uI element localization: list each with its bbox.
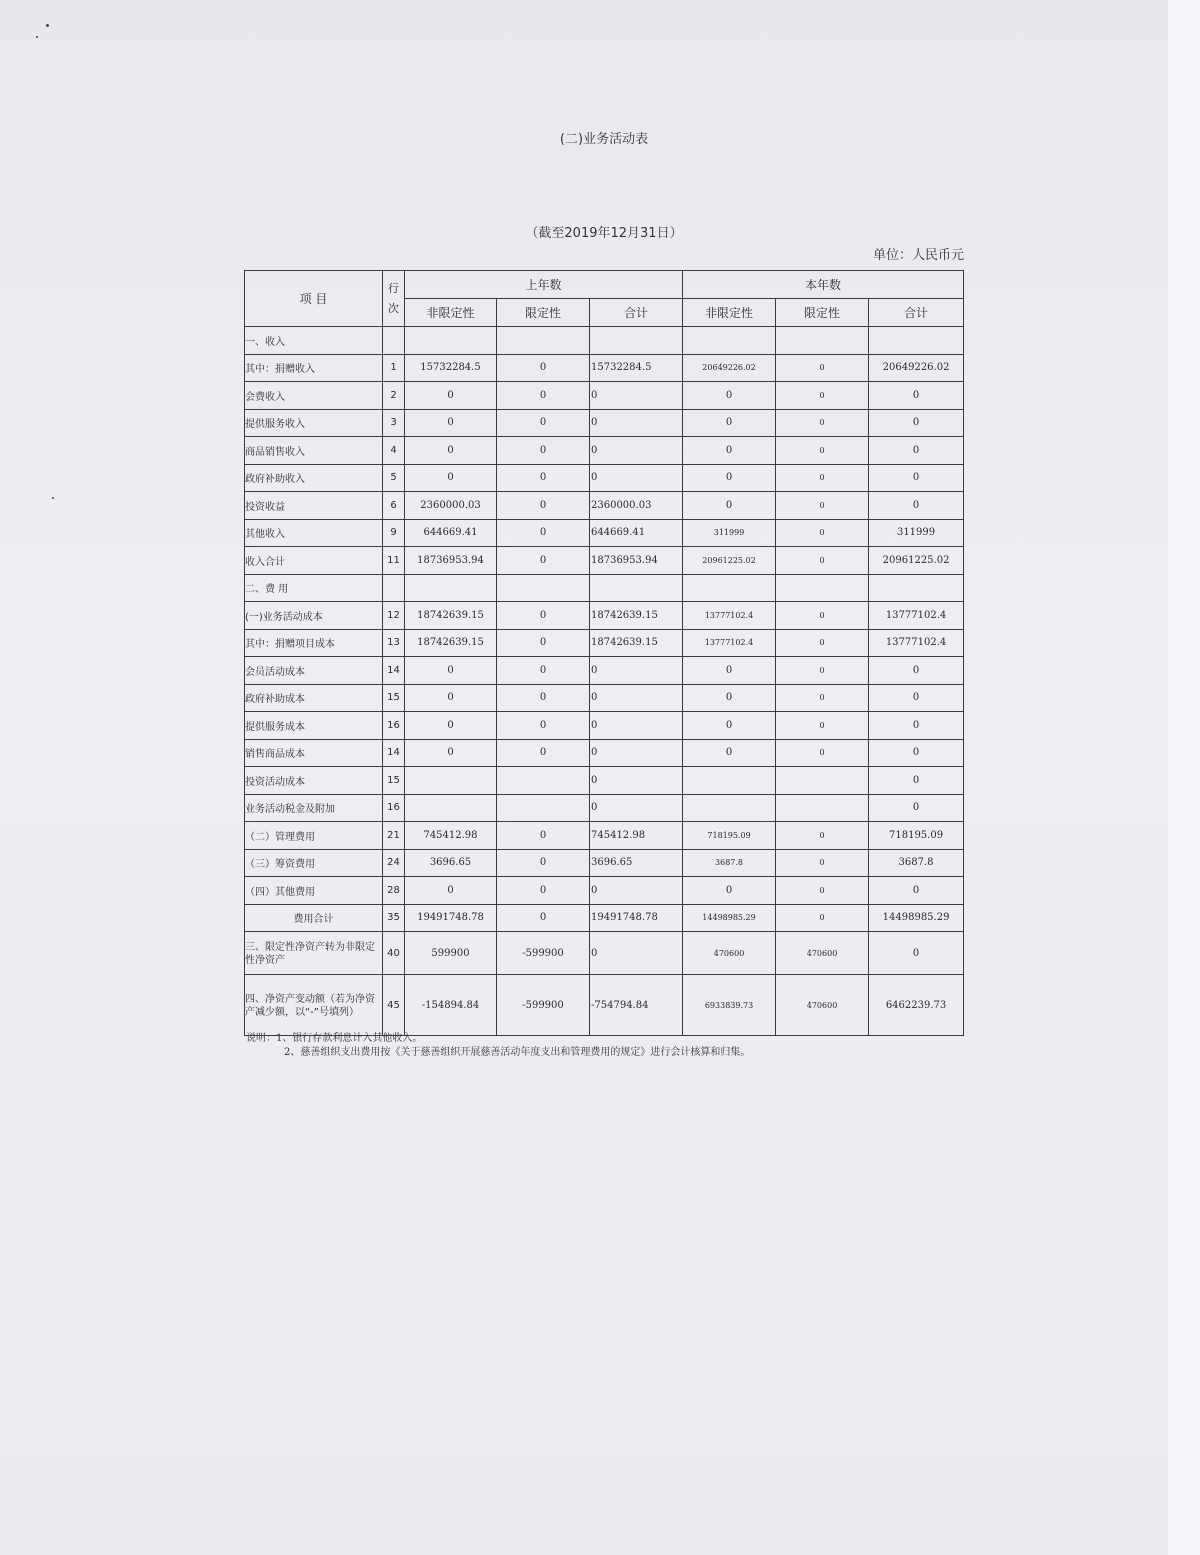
curr-total-cell: 0 <box>869 464 964 492</box>
prev-restricted-cell: -599900 <box>497 975 590 1036</box>
prev-total-cell: -754794.84 <box>590 975 683 1036</box>
prev-total-cell: 0 <box>590 932 683 975</box>
prev-unrestricted-cell: 15732284.5 <box>405 354 497 382</box>
row-line-number: 15 <box>383 767 405 795</box>
curr-total-cell: 6462239.73 <box>869 975 964 1036</box>
row-label: 一、收入 <box>245 327 383 355</box>
prev-unrestricted-cell: 18742639.15 <box>405 602 497 630</box>
curr-restricted-cell: 0 <box>776 849 869 877</box>
curr-total-cell: 0 <box>869 794 964 822</box>
table-row <box>245 932 964 975</box>
row-line-number: 40 <box>383 932 405 975</box>
curr-restricted-cell: 0 <box>776 519 869 547</box>
curr-restricted-cell: 0 <box>776 437 869 465</box>
row-line-number: 12 <box>383 602 405 630</box>
prev-restricted-cell: 0 <box>497 822 590 850</box>
curr-total-cell: 20961225.02 <box>869 547 964 575</box>
curr-unrestricted-cell <box>683 767 776 795</box>
prev-restricted-cell <box>497 794 590 822</box>
prev-unrestricted-cell: 0 <box>405 382 497 410</box>
table-row <box>245 327 964 355</box>
row-line-number: 2 <box>383 382 405 410</box>
table-row <box>245 629 964 657</box>
prev-total-cell: 18742639.15 <box>590 629 683 657</box>
table-body <box>245 327 964 1036</box>
prev-total-cell: 644669.41 <box>590 519 683 547</box>
curr-total-cell: 13777102.4 <box>869 629 964 657</box>
prev-restricted-cell: 0 <box>497 492 590 520</box>
table-row <box>245 602 964 630</box>
prev-total-cell: 0 <box>590 464 683 492</box>
curr-total-cell: 0 <box>869 877 964 905</box>
curr-restricted-cell: 0 <box>776 629 869 657</box>
row-line-number <box>383 574 405 602</box>
curr-total-cell: 0 <box>869 492 964 520</box>
table-row <box>245 712 964 740</box>
table-row <box>245 574 964 602</box>
row-label: 收入合计 <box>245 547 383 575</box>
prev-total-cell: 0 <box>590 409 683 437</box>
header-prev-unrestricted: 非限定性 <box>405 299 497 327</box>
curr-restricted-cell <box>776 574 869 602</box>
prev-restricted-cell <box>497 327 590 355</box>
paper-speck <box>46 24 49 27</box>
prev-total-cell: 0 <box>590 767 683 795</box>
row-line-number: 6 <box>383 492 405 520</box>
curr-total-cell: 14498985.29 <box>869 904 964 932</box>
prev-restricted-cell: 0 <box>497 382 590 410</box>
prev-total-cell: 19491748.78 <box>590 904 683 932</box>
curr-total-cell: 0 <box>869 657 964 685</box>
curr-total-cell: 13777102.4 <box>869 602 964 630</box>
row-line-number: 1 <box>383 354 405 382</box>
prev-restricted-cell: 0 <box>497 849 590 877</box>
row-line-number: 16 <box>383 794 405 822</box>
prev-unrestricted-cell: 19491748.78 <box>405 904 497 932</box>
prev-restricted-cell: 0 <box>497 629 590 657</box>
table-row <box>245 464 964 492</box>
curr-total-cell: 0 <box>869 382 964 410</box>
table-row <box>245 684 964 712</box>
prev-total-cell <box>590 574 683 602</box>
prev-total-cell: 18742639.15 <box>590 602 683 630</box>
curr-unrestricted-cell <box>683 794 776 822</box>
table-row <box>245 975 964 1036</box>
header-prev-year: 上年数 <box>405 271 683 299</box>
prev-total-cell: 3696.65 <box>590 849 683 877</box>
row-line-number: 5 <box>383 464 405 492</box>
curr-total-cell: 0 <box>869 712 964 740</box>
document-title: (二)业务活动表 <box>559 132 649 147</box>
curr-restricted-cell: 470600 <box>776 932 869 975</box>
curr-restricted-cell <box>776 327 869 355</box>
row-label: （二）管理费用 <box>245 822 383 850</box>
table-row <box>245 437 964 465</box>
prev-total-cell: 0 <box>590 657 683 685</box>
notes <box>246 1032 1006 1060</box>
prev-unrestricted-cell <box>405 794 497 822</box>
curr-unrestricted-cell: 3687.8 <box>683 849 776 877</box>
curr-restricted-cell: 0 <box>776 382 869 410</box>
note-1: 说明：1、银行存款利息计入其他收入。 <box>246 1033 423 1044</box>
curr-unrestricted-cell: 0 <box>683 382 776 410</box>
row-line-number: 14 <box>383 657 405 685</box>
row-line-number <box>383 327 405 355</box>
curr-restricted-cell: 0 <box>776 409 869 437</box>
row-label: 其他收入 <box>245 519 383 547</box>
table-row <box>245 767 964 795</box>
prev-total-cell: 0 <box>590 437 683 465</box>
header-item: 项 目 <box>245 271 383 327</box>
curr-unrestricted-cell: 0 <box>683 684 776 712</box>
curr-total-cell: 20649226.02 <box>869 354 964 382</box>
prev-unrestricted-cell: 18736953.94 <box>405 547 497 575</box>
prev-total-cell: 745412.98 <box>590 822 683 850</box>
curr-unrestricted-cell: 0 <box>683 409 776 437</box>
curr-restricted-cell: 0 <box>776 464 869 492</box>
prev-restricted-cell: 0 <box>497 712 590 740</box>
row-line-number: 9 <box>383 519 405 547</box>
prev-unrestricted-cell: 0 <box>405 712 497 740</box>
row-line-number: 14 <box>383 739 405 767</box>
row-label: 其中：捐赠收入 <box>245 354 383 382</box>
row-line-number: 21 <box>383 822 405 850</box>
table-row <box>245 739 964 767</box>
curr-restricted-cell: 0 <box>776 547 869 575</box>
curr-total-cell: 718195.09 <box>869 822 964 850</box>
row-label: 费用合计 <box>245 904 383 932</box>
row-line-number: 16 <box>383 712 405 740</box>
prev-total-cell: 0 <box>590 382 683 410</box>
prev-unrestricted-cell: 0 <box>405 464 497 492</box>
curr-total-cell: 0 <box>869 932 964 975</box>
row-label: 政府补助成本 <box>245 684 383 712</box>
prev-unrestricted-cell: -154894.84 <box>405 975 497 1036</box>
curr-total-cell <box>869 327 964 355</box>
row-label: （四）其他费用 <box>245 877 383 905</box>
prev-unrestricted-cell: 2360000.03 <box>405 492 497 520</box>
prev-restricted-cell: 0 <box>497 739 590 767</box>
row-label: 业务活动税金及附加 <box>245 794 383 822</box>
prev-restricted-cell: 0 <box>497 464 590 492</box>
curr-total-cell: 0 <box>869 409 964 437</box>
table-row <box>245 822 964 850</box>
header-curr-year: 本年数 <box>683 271 964 299</box>
curr-restricted-cell: 0 <box>776 354 869 382</box>
row-label: 提供服务成本 <box>245 712 383 740</box>
prev-restricted-cell: 0 <box>497 354 590 382</box>
paper-speck <box>36 36 38 38</box>
header-curr-total: 合计 <box>869 299 964 327</box>
curr-unrestricted-cell: 0 <box>683 712 776 740</box>
prev-total-cell: 15732284.5 <box>590 354 683 382</box>
prev-restricted-cell <box>497 574 590 602</box>
prev-restricted-cell: 0 <box>497 877 590 905</box>
curr-total-cell: 0 <box>869 684 964 712</box>
curr-total-cell: 0 <box>869 739 964 767</box>
prev-total-cell: 18736953.94 <box>590 547 683 575</box>
curr-unrestricted-cell: 0 <box>683 437 776 465</box>
row-line-number: 45 <box>383 975 405 1036</box>
row-label: 其中：捐赠项目成本 <box>245 629 383 657</box>
curr-unrestricted-cell: 20649226.02 <box>683 354 776 382</box>
curr-restricted-cell: 0 <box>776 877 869 905</box>
curr-unrestricted-cell: 718195.09 <box>683 822 776 850</box>
header-curr-restricted: 限定性 <box>776 299 869 327</box>
prev-total-cell: 2360000.03 <box>590 492 683 520</box>
table-row <box>245 849 964 877</box>
prev-restricted-cell: 0 <box>497 409 590 437</box>
prev-restricted-cell <box>497 767 590 795</box>
curr-restricted-cell <box>776 794 869 822</box>
curr-unrestricted-cell: 6933839.73 <box>683 975 776 1036</box>
prev-restricted-cell: 0 <box>497 602 590 630</box>
curr-restricted-cell: 0 <box>776 904 869 932</box>
prev-unrestricted-cell: 0 <box>405 657 497 685</box>
curr-total-cell <box>869 574 964 602</box>
note-2: 2、慈善组织支出费用按《关于慈善组织开展慈善活动年度支出和管理费用的规定》进行会计核算和归集。 <box>284 1047 751 1058</box>
curr-unrestricted-cell: 0 <box>683 739 776 767</box>
prev-unrestricted-cell: 599900 <box>405 932 497 975</box>
curr-total-cell: 3687.8 <box>869 849 964 877</box>
row-line-number: 3 <box>383 409 405 437</box>
row-line-number: 35 <box>383 904 405 932</box>
prev-restricted-cell: 0 <box>497 904 590 932</box>
curr-restricted-cell <box>776 767 869 795</box>
prev-total-cell: 0 <box>590 684 683 712</box>
row-label: 三、限定性净资产转为非限定性净资产 <box>245 932 383 975</box>
curr-unrestricted-cell <box>683 327 776 355</box>
row-line-number: 13 <box>383 629 405 657</box>
row-label: 投资活动成本 <box>245 767 383 795</box>
curr-unrestricted-cell: 0 <box>683 877 776 905</box>
row-label: 投资收益 <box>245 492 383 520</box>
row-label: 二、费 用 <box>245 574 383 602</box>
header-row-top <box>245 271 964 299</box>
header-prev-total: 合计 <box>590 299 683 327</box>
header-line: 行次 <box>383 271 405 327</box>
curr-unrestricted-cell: 13777102.4 <box>683 629 776 657</box>
curr-total-cell: 0 <box>869 437 964 465</box>
curr-restricted-cell: 0 <box>776 822 869 850</box>
prev-unrestricted-cell: 3696.65 <box>405 849 497 877</box>
report-date: （截至2019年12月31日） <box>525 226 683 241</box>
row-label: 销售商品成本 <box>245 739 383 767</box>
row-line-number: 28 <box>383 877 405 905</box>
curr-restricted-cell: 0 <box>776 492 869 520</box>
row-line-number: 24 <box>383 849 405 877</box>
curr-unrestricted-cell: 311999 <box>683 519 776 547</box>
row-label: (一)业务活动成本 <box>245 602 383 630</box>
header-prev-restricted: 限定性 <box>497 299 590 327</box>
table-row <box>245 877 964 905</box>
table-row <box>245 354 964 382</box>
row-line-number: 4 <box>383 437 405 465</box>
row-line-number: 15 <box>383 684 405 712</box>
curr-unrestricted-cell <box>683 574 776 602</box>
curr-unrestricted-cell: 0 <box>683 657 776 685</box>
header-curr-unrestricted: 非限定性 <box>683 299 776 327</box>
table-row <box>245 904 964 932</box>
table-row <box>245 382 964 410</box>
table-row <box>245 547 964 575</box>
prev-unrestricted-cell: 0 <box>405 437 497 465</box>
table-row <box>245 492 964 520</box>
prev-unrestricted-cell: 0 <box>405 877 497 905</box>
curr-unrestricted-cell: 13777102.4 <box>683 602 776 630</box>
row-label: 四、净资产变动额（若为净资产减少额，以“-”号填列） <box>245 975 383 1036</box>
prev-unrestricted-cell: 0 <box>405 739 497 767</box>
curr-restricted-cell: 470600 <box>776 975 869 1036</box>
curr-total-cell: 0 <box>869 767 964 795</box>
table-row <box>245 794 964 822</box>
curr-unrestricted-cell: 470600 <box>683 932 776 975</box>
prev-unrestricted-cell: 644669.41 <box>405 519 497 547</box>
prev-total-cell: 0 <box>590 712 683 740</box>
table-row <box>245 657 964 685</box>
prev-total-cell <box>590 327 683 355</box>
curr-unrestricted-cell: 0 <box>683 492 776 520</box>
prev-unrestricted-cell <box>405 767 497 795</box>
prev-restricted-cell: 0 <box>497 547 590 575</box>
row-label: （三）筹资费用 <box>245 849 383 877</box>
curr-restricted-cell: 0 <box>776 712 869 740</box>
curr-unrestricted-cell: 14498985.29 <box>683 904 776 932</box>
prev-restricted-cell: 0 <box>497 519 590 547</box>
prev-restricted-cell: 0 <box>497 437 590 465</box>
prev-unrestricted-cell: 745412.98 <box>405 822 497 850</box>
prev-restricted-cell: 0 <box>497 684 590 712</box>
prev-unrestricted-cell <box>405 574 497 602</box>
row-label: 商品销售收入 <box>245 437 383 465</box>
prev-restricted-cell: 0 <box>497 657 590 685</box>
row-line-number: 11 <box>383 547 405 575</box>
table-row <box>245 519 964 547</box>
paper-speck <box>52 497 54 499</box>
prev-unrestricted-cell: 18742639.15 <box>405 629 497 657</box>
prev-total-cell: 0 <box>590 739 683 767</box>
curr-restricted-cell: 0 <box>776 739 869 767</box>
row-label: 提供服务收入 <box>245 409 383 437</box>
row-label: 政府补助收入 <box>245 464 383 492</box>
prev-unrestricted-cell: 0 <box>405 409 497 437</box>
curr-restricted-cell: 0 <box>776 684 869 712</box>
prev-unrestricted-cell: 0 <box>405 684 497 712</box>
business-activity-table <box>244 270 964 1036</box>
currency-unit: 单位：人民币元 <box>872 248 964 263</box>
curr-total-cell: 311999 <box>869 519 964 547</box>
row-label: 会费收入 <box>245 382 383 410</box>
prev-restricted-cell: -599900 <box>497 932 590 975</box>
curr-restricted-cell: 0 <box>776 602 869 630</box>
curr-unrestricted-cell: 0 <box>683 464 776 492</box>
prev-total-cell: 0 <box>590 794 683 822</box>
curr-unrestricted-cell: 20961225.02 <box>683 547 776 575</box>
prev-total-cell: 0 <box>590 877 683 905</box>
row-label: 会员活动成本 <box>245 657 383 685</box>
prev-unrestricted-cell <box>405 327 497 355</box>
table-row <box>245 409 964 437</box>
curr-restricted-cell: 0 <box>776 657 869 685</box>
